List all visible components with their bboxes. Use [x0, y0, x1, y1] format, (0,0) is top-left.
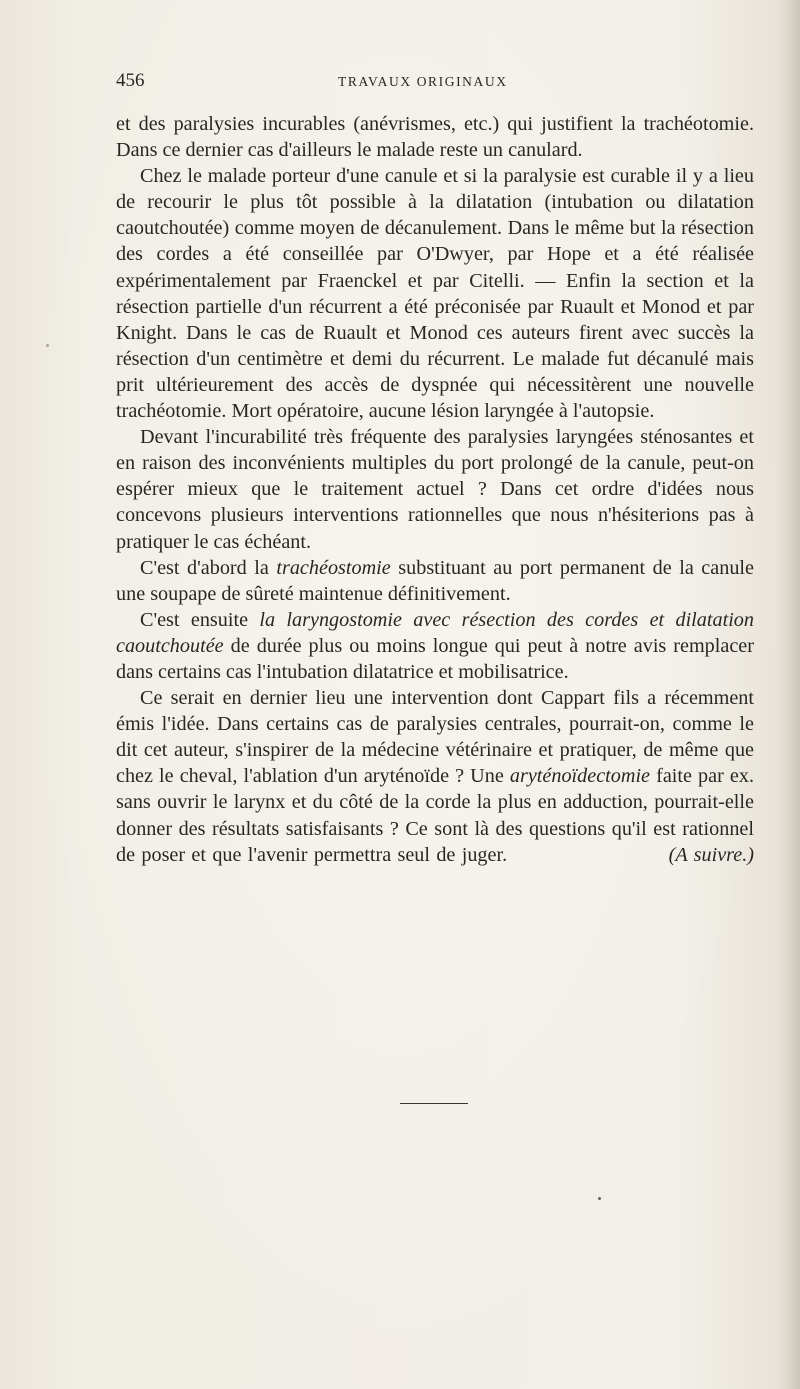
- running-title: TRAVAUX ORIGINAUX: [338, 74, 508, 89]
- paragraph-laryngostomie: [116, 607, 754, 685]
- italic-term: la laryngostomie avec résection des cordes et dilatation caoutchoutée: [116, 608, 754, 657]
- page-edge-shadow: [778, 0, 800, 1389]
- paper-speck: [598, 1197, 601, 1200]
- page-number: 456: [116, 70, 145, 91]
- page-header: [116, 70, 672, 96]
- text-run: substituant au port permanent de la canule une soupape de sûreté maintenue définitivement.: [116, 556, 754, 605]
- italic-term: aryténoïdectomie: [509, 765, 651, 788]
- paper-speck: [46, 344, 49, 347]
- end-rule: [400, 1103, 468, 1104]
- paragraph-continued: et des paralysies incurables (anévrismes, etc.) qui justifient la trachéotomie. Dans ce dernier cas d'ailleurs le malade reste un canulard.: [116, 113, 754, 162]
- paragraph-arytenoidectomie: [116, 685, 754, 868]
- paragraph-decanulement: Chez le malade porteur d'une canule et si la paralysie est curable il y a lieu de recourir le plus tôt possible à la dilatation (intubation ou dilatation caoutchoutée) comme moyen de décanulement. Dans le même but la résection des cordes a été conseillée par O'Dwyer, par Hope et a été réalisée expérimentalement par Fraenckel et par Citelli. — Enfin la section et la résection partielle d'un récurrent a été préconisée par Ruault et Monod et par Knight. Dans le cas de Ruault et Monod ces auteurs firent avec succès la résection d'un centimètre et demi du récurrent. Le malade fut décanulé mais prit ultérieurement des accès de dyspnée qui nécessitèrent une nouvelle trachéotomie. Mort opératoire, aucune lésion laryngée à l'autopsie.: [116, 165, 754, 423]
- italic-term: trachéostomie: [276, 556, 391, 579]
- text-run: C'est d'abord la: [140, 556, 277, 579]
- paragraph-tracheostomie: [116, 555, 754, 607]
- text-run: de durée plus ou moins longue qui peut à notre avis remplacer dans certains cas l'intubation dilatatrice et mobilisatrice.: [116, 634, 754, 683]
- paragraph-incurabilite: Devant l'incurabilité très fréquente des paralysies laryngées sténosantes et en raison des inconvénients multiples du port prolongé de la canule, peut-on espérer mieux que le traitement actuel ? Dans cet ordre d'idées nous concevons plusieurs interventions rationnelles que nous n'hésiterions pas à pratiquer le cas échéant.: [116, 426, 754, 553]
- text-run: Ce serait en dernier lieu une intervention dont Cappart fils a récemment émis l'idée. Dans certains cas de paralysies centrales, pourrait-on, comme le dit cet auteur, s'inspirer de la médecine vétérinaire et pratiquer, de même que chez le cheval, l'ablation d'un aryténoïde ? Une: [116, 687, 754, 788]
- a-suivre-note: (A suivre.): [668, 843, 754, 866]
- body-text: [116, 111, 754, 868]
- text-run: faite par ex. sans ouvrir le larynx et du côté de la corde la plus en adduction, pourrait-elle donner des résultats satisfaisants ? Ce sont là des questions qu'il est rationnel de poser et que l'avenir permettra seul de juger.: [116, 765, 754, 866]
- text-run: C'est ensuite: [140, 608, 260, 631]
